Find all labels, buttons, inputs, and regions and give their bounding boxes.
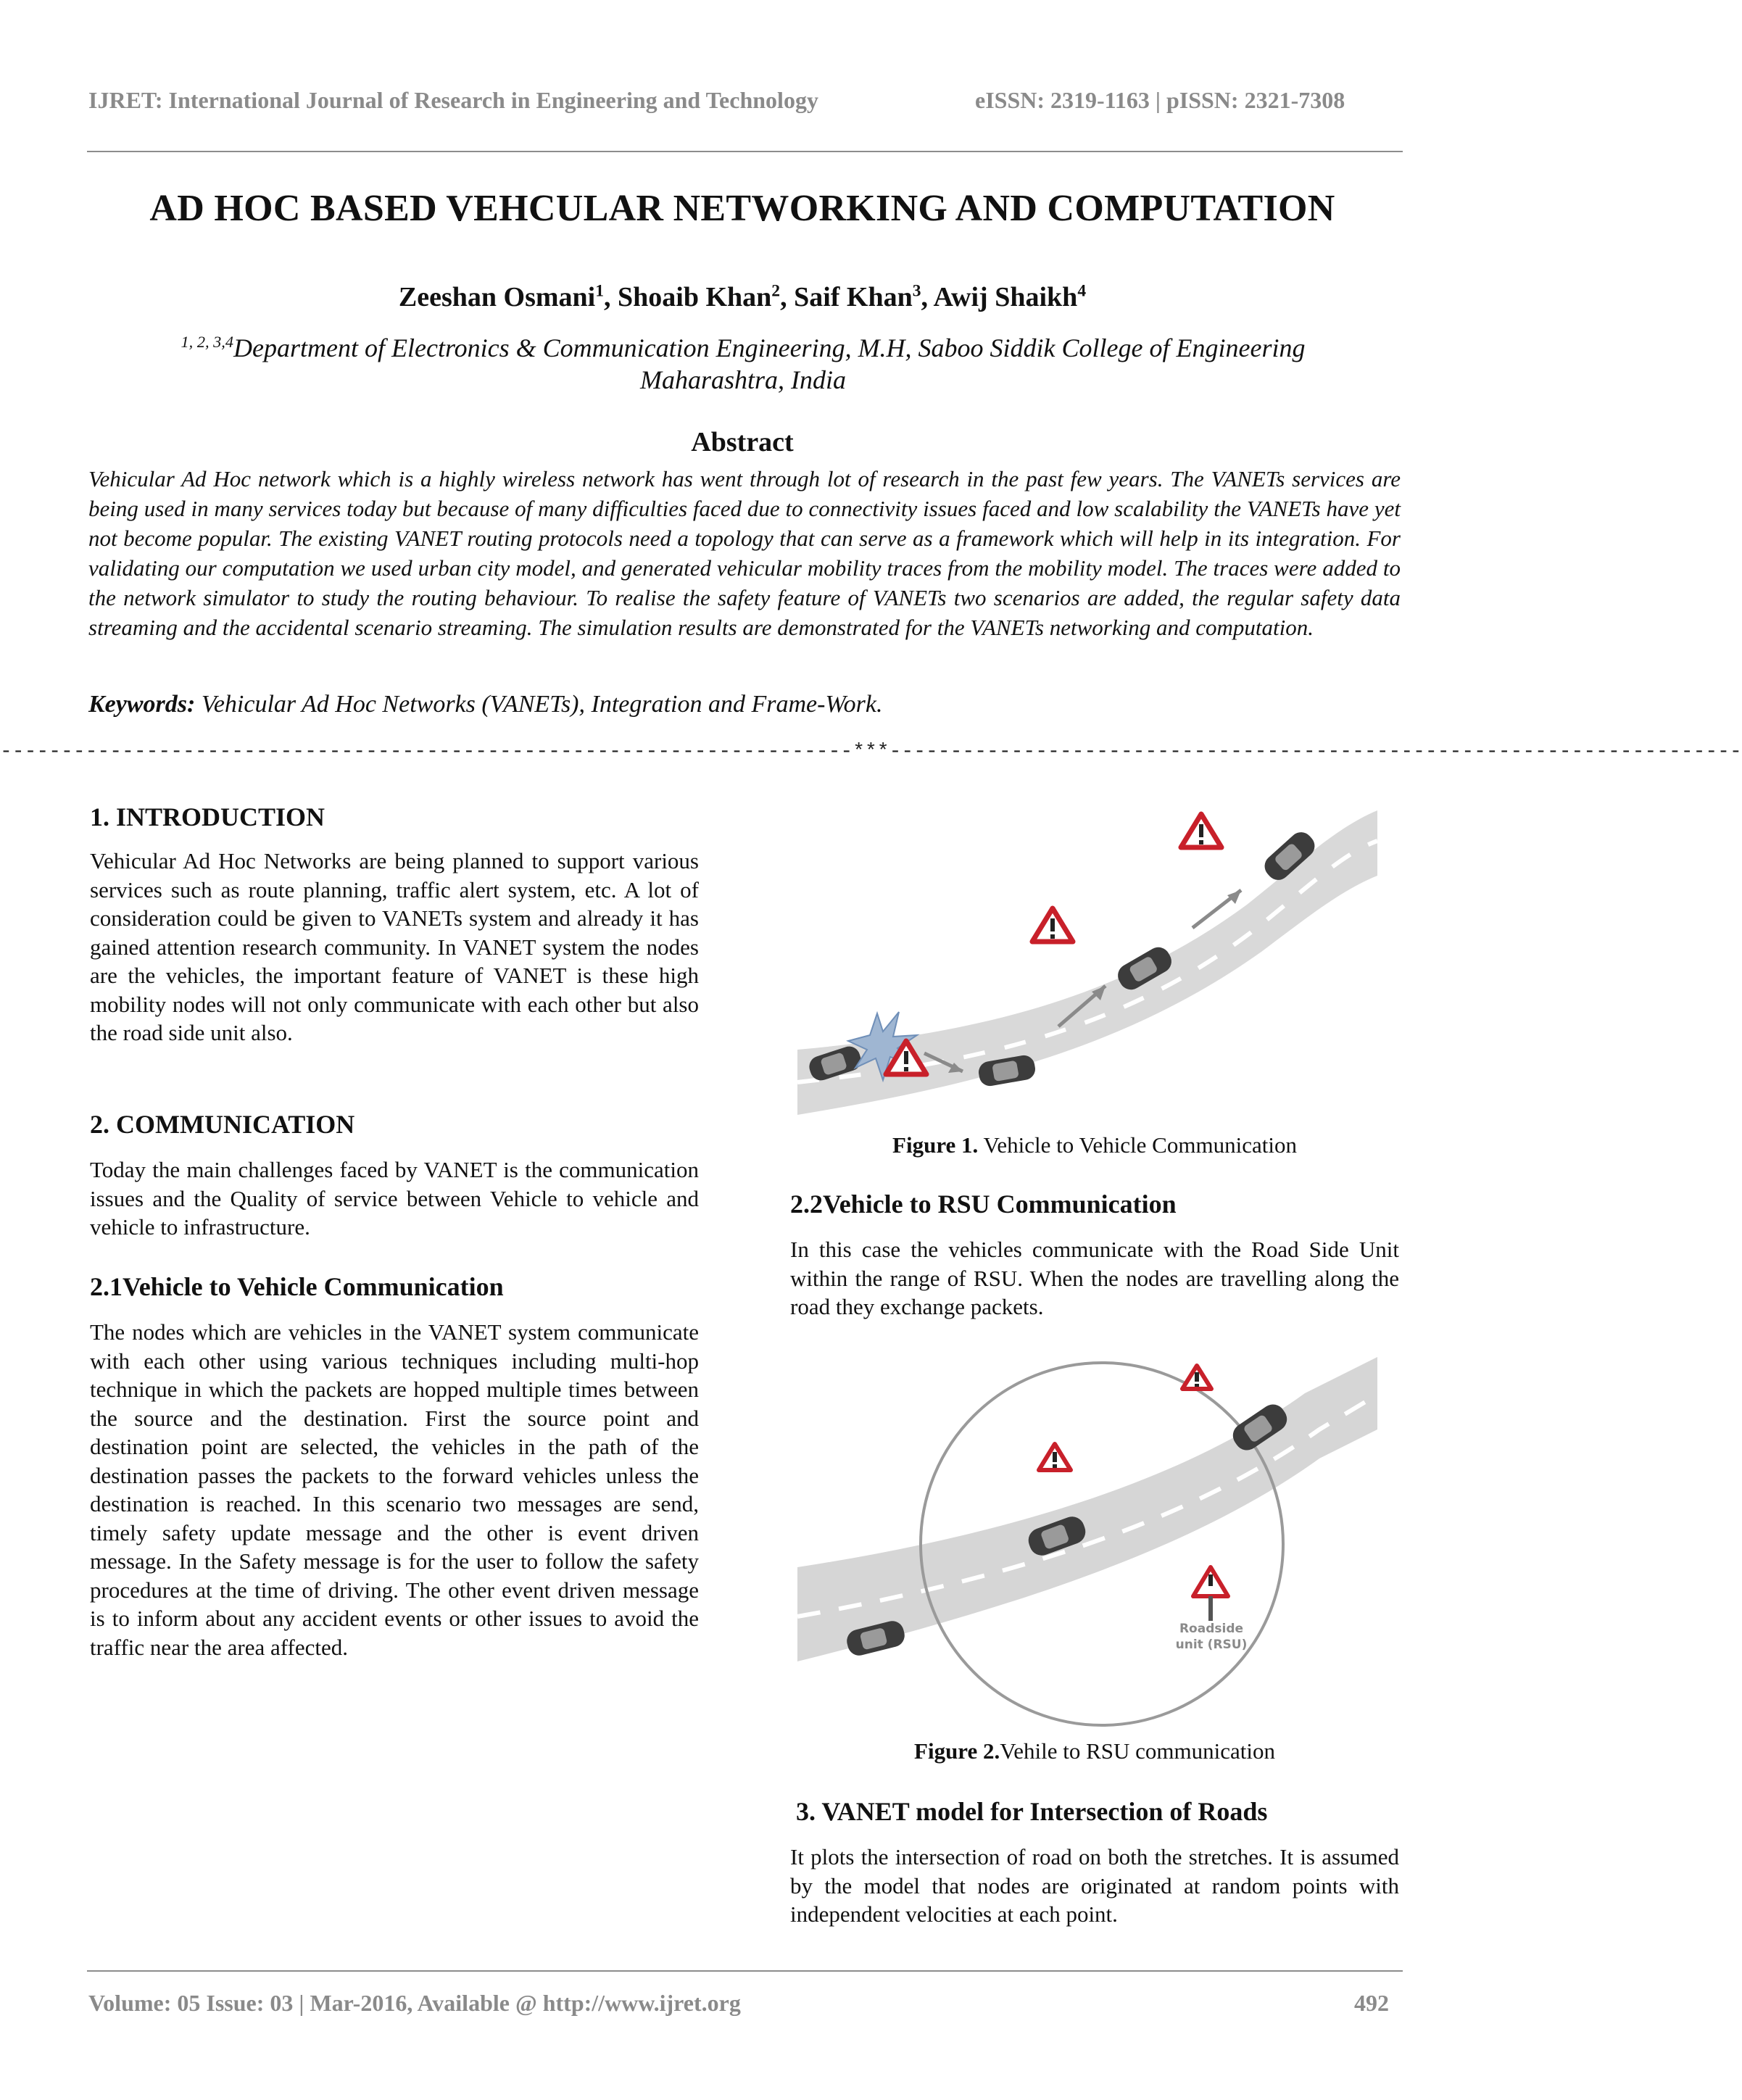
author-name: Shoaib Khan	[618, 282, 772, 312]
keywords-text: Vehicular Ad Hoc Networks (VANETs), Integration and Frame-Work.	[195, 691, 883, 718]
abstract-text: Vehicular Ad Hoc network which is a highly wireless network has went through lot of research in the past few years. The VANETs services are being used in many services today but because of many difficulties faced due to connectivity issues faced and low scalability the VANETs have yet not become popular. The existing VANET routing protocols need a topology that can serve as a framework which will help in its integration. For validating our computation we used urban city model, and generated vehicular mobility traces from the mobility model. The traces were added to the network simulator to study the routing behaviour. To realise the safety feature of VANETs two scenarios are added, the regular safety data streaming and the accidental scenario streaming. The simulation results are demonstrated for the VANETs networking and computation.	[88, 466, 1401, 640]
section-heading-communication: 2. COMMUNICATION	[90, 1110, 355, 1139]
v2rsu-text: In this case the vehicles communicate with the Road Side Unit within the range of RSU. When the nodes are travelling along the road they exchange packets.	[790, 1237, 1399, 1319]
author-name: Zeeshan Osmani	[398, 282, 596, 312]
figure-1-caption	[790, 1132, 1399, 1158]
figure-2-caption	[790, 1738, 1399, 1764]
rsu-label-line-2: unit (RSU)	[1175, 1638, 1248, 1652]
paper-title: AD HOC BASED VEHCULAR NETWORKING AND COMPUTATION	[149, 188, 1335, 229]
v2v-text: The nodes which are vehicles in the VANET system communicate with each other using various techniques including multi-hop technique in which the packets are hopped multiple times between the source and the destination. First the source point and destination point are selected, the vehicles in the path of the destination passes the packets to the forward vehicles unless the destination is reached. In this scenario two messages are send, timely safety update message and the other is event driven message. In the Safety message is for the user to follow the safety procedures at the time of driving. The other event driven message is to inform about any accident events or other issues to avoid the traffic near the area affected.	[90, 1319, 699, 1660]
affiliation	[109, 332, 1377, 396]
header-rule	[87, 151, 1403, 152]
section-heading-intersection: 3. VANET model for Intersection of Roads	[796, 1797, 1268, 1826]
issn: eISSN: 2319-1163 | pISSN: 2321-7308	[975, 87, 1345, 113]
author-sup: 2	[771, 281, 781, 301]
page-number: 492	[1354, 1990, 1389, 2016]
separator-text: ----------------------------------------------------------------------***----------------------------------------------------------------------	[0, 741, 1742, 763]
figure-2-label: Figure 2.	[914, 1738, 1000, 1764]
affiliation-sup: 1, 2, 3,4	[181, 333, 234, 351]
figure-2-image	[797, 1350, 1377, 1727]
section-heading-v2v: 2.1Vehicle to Vehicle Communication	[90, 1272, 504, 1301]
figure-1-label: Figure 1.	[892, 1132, 979, 1158]
figure-2-text: Vehile to RSU communication	[1000, 1738, 1275, 1764]
section-heading-introduction: 1. INTRODUCTION	[90, 802, 325, 831]
author-name: Awij Shaikh	[933, 282, 1078, 312]
author-name: Saif Khan	[794, 282, 913, 312]
abstract-heading: Abstract	[691, 427, 794, 457]
affiliation-line-2: Maharashtra, India	[639, 365, 846, 394]
section-separator	[0, 741, 1742, 763]
keywords-label: Keywords:	[88, 691, 196, 718]
introduction-text: Vehicular Ad Hoc Networks are being planned to support various services such as route planning, traffic alert system, etc. A lot of consideration could be given to VANETs system and already it has gained attention research community. In VANET system the nodes are the vehicles, the important feature of VANET is these high mobility nodes will not only communicate with each other but also the road side unit also.	[90, 848, 699, 1045]
author-list: Zeeshan Osmani$^1$, Shoaib Khan$^2$, Saif Khan$^3$, Awij Shaikh$^4$	[398, 281, 1087, 312]
section-heading-v2rsu: 2.2Vehicle to RSU Communication	[790, 1190, 1177, 1219]
figure-1-image	[797, 796, 1377, 1124]
author-sup: 4	[1077, 281, 1087, 301]
footer-volume: Volume: 05 Issue: 03 | Mar-2016, Available @ http://www.ijret.org	[88, 1990, 741, 2016]
communication-text: Today the main challenges faced by VANET is the communication issues and the Quality of service between Vehicle to vehicle and vehicle to infrastructure.	[90, 1157, 699, 1240]
journal-name: IJRET: International Journal of Research in Engineering and Technology	[88, 87, 818, 113]
author-sup: 3	[912, 281, 921, 301]
rsu-label-line-1: Roadside	[1179, 1622, 1244, 1636]
intersection-text: It plots the intersection of road on both the stretches. It is assumed by the model that nodes are originated at random points with independent velocities at each point.	[790, 1844, 1399, 1927]
footer-rule	[87, 1970, 1403, 1972]
author-sup: 1	[595, 281, 604, 301]
figure-1-text: Vehicle to Vehicle Communication	[978, 1132, 1297, 1158]
keywords	[88, 691, 1401, 718]
affiliation-line-1: Department of Electronics & Communication Engineering, M.H, Saboo Siddik College of Engineering	[233, 333, 1306, 362]
